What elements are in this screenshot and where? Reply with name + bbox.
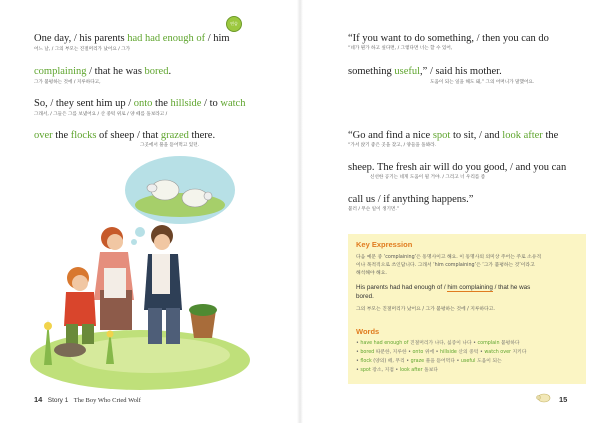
translation-7: “가서 앉기 좋은 곳을 찾고, / 양들을 돌봐라. xyxy=(348,143,437,148)
key-expression-example-kr: 그의 부모는 진절머리가 났어요 / 그가 불평하는 것에 / 지루하다고. xyxy=(356,307,495,312)
story-label: Story 1 xyxy=(47,397,69,404)
footer-left xyxy=(34,395,141,404)
key-expression-example-2: bored. xyxy=(356,293,374,300)
translation-3: 그래서, / 그들은 그를 보냈어요 / 산 중턱 위로 / 양 떼를 돌보라고 / xyxy=(34,112,168,117)
words-row-4: • spot 장소, 지점 • look after 돌보다 xyxy=(356,368,439,373)
page-number: 14 xyxy=(34,395,43,404)
words-row-1: • have had enough of 진절머리가 나다, 싫증이 나다 • complain 불평하다 xyxy=(356,341,520,346)
story-line-5: “If you want to do something, / then you can do xyxy=(348,33,549,44)
father-figure xyxy=(144,225,217,344)
sheep-icon xyxy=(536,393,552,403)
footer-right xyxy=(559,395,567,404)
words-title: Words xyxy=(356,327,380,336)
story-line-7: “Go and find a nice spot to sit, / and look after the xyxy=(348,130,559,141)
words-row-2: • bored 따분한, 지루한 • onto 위에 • hillside 산의 중턱 • watch over 지키다 xyxy=(356,350,527,355)
page-number: 15 xyxy=(559,395,568,404)
translation-4: 그곳에서 풀을 뜯어먹고 있던. xyxy=(140,143,200,148)
story-line-8: sheep. The fresh air will do you good, / and you can xyxy=(348,162,567,173)
translation-6: 도움이 되는 일을 해도 돼,” 그의 어머니가 말했어요. xyxy=(430,80,535,85)
chapter-badge: 연습 xyxy=(226,16,242,32)
translation-8: 신선한 공기는 네게 도움이 될 거야. / 그리고 너 우리를 좀 xyxy=(370,175,486,180)
story-line-3: So, / they sent him up / onto the hillside / to watch xyxy=(34,98,246,109)
story-illustration xyxy=(30,150,280,390)
translation-5: “네가 뭔가 하고 싶다면, / 그렇다면 너는 할 수 있어, xyxy=(348,46,453,51)
story-line-9: call us / if anything happens.” xyxy=(348,194,474,205)
mother-figure xyxy=(94,227,134,330)
key-expression-title: Key Expression xyxy=(356,240,413,249)
translation-2: 그가 불평하는 것에 / 지루하다고, xyxy=(34,80,101,85)
story-line-6: something useful,” / said his mother. xyxy=(348,66,502,77)
key-expression-text-2: 이나 목적격으로 쓰인답니다. 그래서 ‘him complaining’은 ‘그가 불평하는 것’이라고 xyxy=(356,263,535,268)
key-expression-text-3: 해석해야 해요. xyxy=(356,271,387,276)
key-expression-example-1: His parents had had enough of / him complaining / that he was xyxy=(356,284,531,291)
words-row-3: • flock (양의) 떼, 무리 • graze 풀을 뜯어먹다 • useful 도움이 되는 xyxy=(356,359,502,364)
translation-1: 어느 날, / 그의 부모는 진절머리가 났어요 / 그가 xyxy=(34,47,131,52)
story-line-4: over the flocks of sheep / that grazed there. xyxy=(34,130,216,141)
story-line-1: One day, / his parents had had enough of / him xyxy=(34,33,230,44)
key-expression-text-1: 다음 예문 중 ‘complaining’은 동명사이고 해요. 이 동명사의 의미상 주어는 주로 소유격 xyxy=(356,255,542,260)
story-line-2: complaining / that he was bored. xyxy=(34,66,172,77)
translation-9: 불러 / 무슨 일이 생기면.” xyxy=(348,207,400,212)
story-title: The Boy Who Cried Wolf xyxy=(73,397,141,404)
key-expression-box xyxy=(348,234,586,384)
right-page xyxy=(300,0,600,423)
